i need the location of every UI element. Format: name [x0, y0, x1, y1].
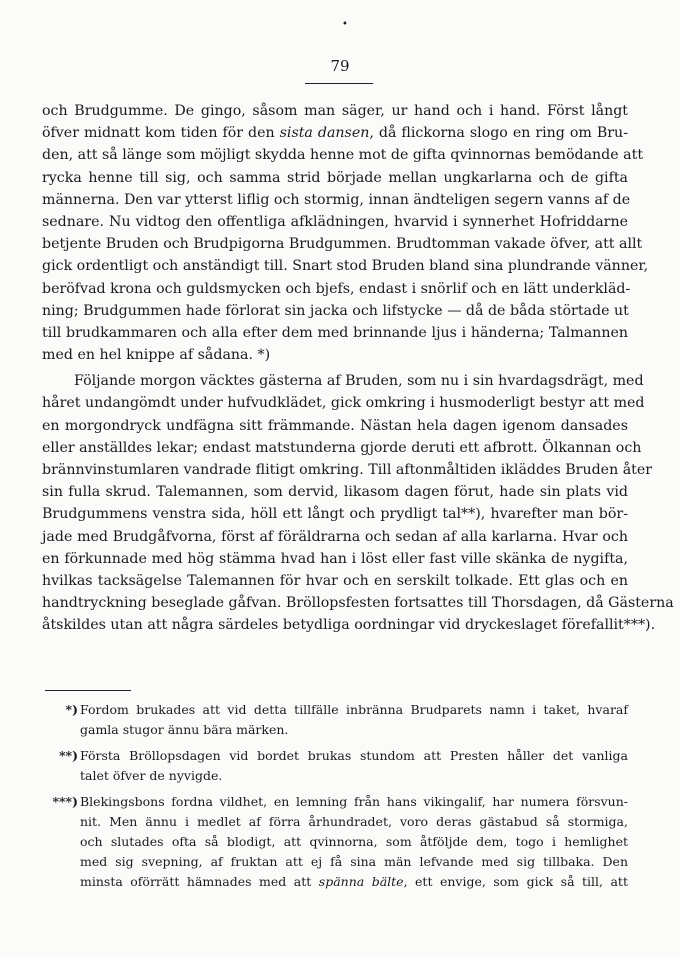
text-line: ning; Brudgummen hade förlorat sin jacka och lifstycke — då de båda störtade ut: [42, 302, 629, 319]
page-number: 79: [330, 57, 350, 75]
text-segment: , då flickorna slogo en ring om Bru-: [369, 125, 628, 142]
footnote-marker: *): [65, 702, 78, 717]
text-segment: , ett envige, som gick så till, att: [403, 874, 628, 889]
emphasis-sista-dansen: sista dansen: [279, 125, 370, 142]
text-line: sednare. Nu vidtog den offentliga afklädningen, hvarvid i synnerhet Hofriddarne: [42, 213, 628, 230]
text-line: brännvinstumlaren vandrade flitigt omkring. Till aftonmåltiden ikläddes Bruden åter: [42, 462, 653, 478]
footnote-2: [42, 746, 628, 786]
footnote-line: [80, 872, 628, 892]
footnote-line: talet öfver de nyvigde.: [80, 768, 223, 783]
text-line: till brudkammaren och alla efter dem med brinnande ljus i händerna; Talmannen: [42, 324, 628, 341]
paragraph-1: [42, 100, 649, 366]
footnote-body: [80, 700, 628, 740]
text-line: [42, 122, 628, 144]
footnote-line: gamla stugor ännu bära märken.: [80, 722, 289, 737]
footnote-rule: [45, 690, 131, 691]
footnote-line: Blekingsbons fordna vildhet, en lemning från hans vikingalif, har numera försvun-: [80, 794, 628, 809]
text-line: håret undangömdt under hufvudklädet, gick omkring i husmoderligt bestyr att med: [42, 395, 645, 412]
text-line: Brudgummens venstra sida, höll ett långt och prydligt tal**), hvarefter man bör-: [42, 506, 628, 523]
footnote-marker: **): [59, 748, 78, 763]
text-line: jade med Brudgåfvorna, först af föräldrarna och sedan af alla karlarna. Hvar och: [42, 528, 628, 545]
text-line: den, att så länge som möjligt skydda henne mot de gifta qvinnornas bemödande att: [42, 147, 644, 164]
text-line: Följande morgon väcktes gästerna af Bruden, som nu i sin hvardagsdrägt, med: [74, 373, 644, 390]
text-line: hvilkas tacksägelse Talemannen för hvar och en serskilt tolkade. Ett glas och en: [42, 572, 628, 589]
text-line: sin fulla skrud. Talemannen, som dervid, likasom dagen förut, hade sin plats vid: [42, 484, 628, 501]
body-text: [42, 100, 674, 637]
footnote-line: Första Bröllopsdagen vid bordet brukas stundom att Presten håller det vanliga: [80, 748, 628, 763]
text-line: med en hel knippe af sådana. *): [42, 347, 271, 364]
text-line: männerna. Den var ytterst liflig och stormig, innan ändteligen segern vanns af de: [42, 191, 631, 208]
footnote-marker: ***): [52, 794, 78, 809]
footnote-line: med sig svepning, af fruktan att ej få sina män lefvande med sig tillbaka. Den: [80, 854, 628, 869]
footnote-body: [80, 746, 628, 786]
text-line: rycka henne till sig, och samma strid började mellan ungkarlarna och de gifta: [42, 169, 628, 186]
text-line: handtryckning beseglade gåfvan. Bröllopsfesten fortsattes till Thorsdagen, då Gästerna: [42, 595, 674, 612]
text-line: åtskildes utan att några särdeles betydliga oordningar vid dryckeslaget förefallit***).: [42, 617, 656, 634]
text-line: en förkunnade med hög stämma hvad han i löst eller fast ville skänka de nygifta,: [42, 550, 628, 567]
footnote-line: nit. Men ännu i medlet af förra århundradet, voro deras gästabud så stormiga,: [80, 814, 628, 829]
text-line: gick ordentligt och anständigt till. Snart stod Bruden bland sina plundrande vänner,: [42, 258, 649, 275]
text-line: betjente Bruden och Brudpigorna Brudgummen. Brudtomman vakade öfver, att allt: [42, 236, 643, 253]
emphasis-spanna-balte: spänna bälte: [318, 874, 404, 889]
text-line: och Brudgumme. De gingo, såsom man säger, ur hand och i hand. Först långt: [42, 103, 628, 119]
text-line: beröfvad krona och guldsmycken och bjefs, endast i snörlif och en lätt underkläd-: [42, 280, 631, 297]
top-mark: •: [342, 19, 348, 30]
text-segment: öfver midnatt kom tiden för den: [42, 125, 280, 142]
header-rule: [305, 83, 373, 84]
footnote-body: [80, 792, 628, 892]
text-line: eller anställdes lekar; endast matstunderna gjorde deruti ett afbrott. Ölkannan och: [42, 439, 642, 456]
footnote-line: Fordom brukades att vid detta tillfälle inbränna Brudparets namn i taket, hvaraf: [80, 702, 628, 717]
footnote-line: och slutades ofta så blodigt, att qvinnorna, som åtföljde dem, togo i hemlighet: [80, 834, 628, 849]
paragraph-2: [42, 370, 674, 636]
footnote-1: [42, 700, 628, 740]
text-segment: minsta oförrätt hämnades med att: [80, 874, 319, 889]
footnotes: [42, 700, 628, 898]
footnote-3: [42, 792, 628, 892]
text-line: en morgondryck undfägna sitt främmande. Nästan hela dagen igenom dansades: [42, 417, 628, 434]
